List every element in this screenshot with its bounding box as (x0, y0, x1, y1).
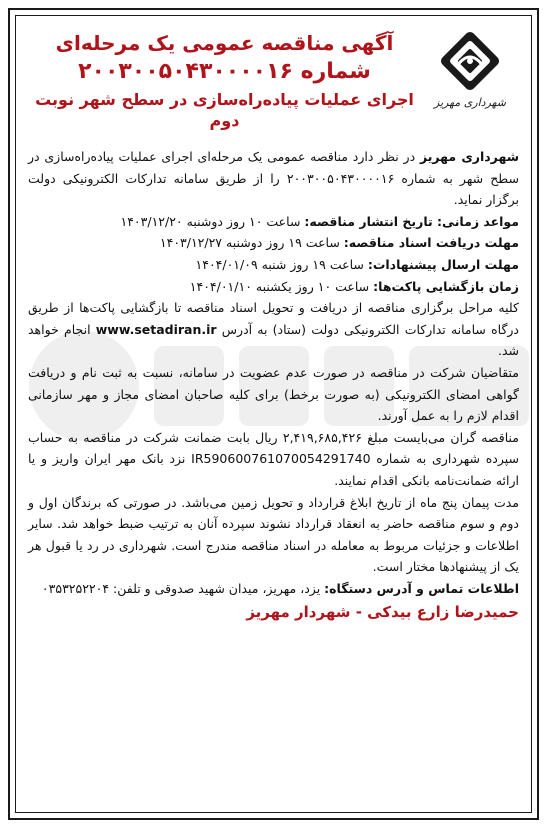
ad-title: آگهی مناقصه عمومی یک مرحله‌ای (55, 31, 394, 55)
inner-frame (15, 15, 532, 813)
guarantee-paragraph (28, 427, 519, 492)
schedule-docs-deadline (28, 232, 519, 254)
schedule-submission-value: ساعت ۱۹ روز شنبه ۱۴۰۴/۰۱/۰۹ (195, 256, 368, 272)
tender-number: شماره ۲۰۰۳۰۰۵۰۴۳۰۰۰۰۱۶ (78, 59, 371, 84)
schedule-docs-label: مهلت دریافت اسناد مناقصه: (343, 235, 519, 251)
schedule-publish (28, 211, 519, 233)
process-text-2: انجام خواهد شد. (28, 321, 519, 359)
contact-address: یزد، مهریز، میدان شهید صدوقی و تلفن: (109, 580, 325, 596)
schedule-opening-value: ساعت ۱۰ روز یکشنبه ۱۴۰۴/۰۱/۱۰ (189, 278, 374, 294)
schedule-opening (28, 276, 519, 298)
schedule-opening-label: زمان بازگشایی پاکت‌ها: (373, 278, 519, 294)
schedule-publish-value: ساعت ۱۰ روز دوشنبه ۱۴۰۳/۱۲/۲۰ (120, 213, 305, 229)
schedule-submission-deadline (28, 254, 519, 276)
registration-paragraph: متقاضیان شرکت در مناقصه در صورت عدم عضویت در سامانه، نسبت به ثبت نام و دریافت گواهی امضای الکترونیکی (به صورت برخط) برای کلیه صاحبان امضای مجاز و مهر سازمانی اقدام لازم را به عمل آورند. (28, 364, 519, 424)
ad-body (28, 146, 519, 599)
contact-label: اطلاعات تماس و آدرس دستگاه: (324, 580, 519, 596)
municipality-logo (421, 26, 519, 109)
guarantee-text-2: نزد بانک مهر ایران واریز و یا ارائه ضمانت‌نامه بانکی اقدام نمایند. (28, 451, 519, 488)
setad-url-link[interactable]: www.setadiran.ir (95, 321, 217, 337)
contact-phone: ۰۳۵۳۲۵۲۲۰۴ (41, 580, 110, 596)
process-text-1: کلیه مراحل برگزاری مناقصه از دریافت و تحویل اسناد مناقصه تا بازگشایی پاکت‌ها از طریق درگاه سامانه تدارکات الکترونیکی دولت (ستاد) به آدرس (28, 300, 519, 337)
organization-name: شهرداری مهریز (419, 149, 519, 164)
intro-text: در نظر دارد مناقصه عمومی یک مرحله‌ای اجرای عملیات پیاده‌راه‌سازی در سطح شهر به شماره ۲۰۰۳۰۰۵۰۴۳۰۰۰۰۱۶ را از طریق سامانه تدارکات الکترونیکی دولت برگزار نماید. (28, 149, 519, 208)
ad-titles (28, 26, 421, 132)
schedule-publish-label: مواعد زمانی: تاریخ انتشار مناقصه: (304, 213, 519, 229)
guarantee-account-number: IR590600761070054291740 (191, 451, 371, 467)
ad-subtitle: اجرای عملیات پیاده‌راه‌سازی در سطح شهر نوبت دوم (35, 89, 414, 131)
schedule-docs-value: ساعت ۱۹ روز دوشنبه ۱۴۰۳/۱۲/۲۷ (159, 235, 344, 251)
process-paragraph (28, 297, 519, 362)
contract-paragraph: مدت پیمان پنج ماه از تاریخ ابلاغ قرارداد و تحویل زمین می‌باشد. در صورتی که برندگان اول و دوم و سوم مناقصه حاضر به انعقاد قرارداد نشوند سپرده آنان به ترتیب ضبط خواهد شد. سایر اطلاعات و جزئیات مربوط به معامله در اسناد مناقصه مندرج است. شهرداری در رد یا قبول هر یک از پیشنهادها مختار است. (28, 494, 519, 575)
logo-caption: شهرداری مهریز (434, 96, 506, 109)
contact-paragraph (28, 578, 519, 600)
intro-paragraph (28, 146, 519, 211)
schedule-submission-label: مهلت ارسال پیشنهادات: (367, 256, 519, 272)
guarantee-text-1: مناقصه گران می‌بایست مبلغ ۲,۴۱۹,۶۸۵,۴۲۶ ریال بابت ضمانت شرکت در مناقصه به حساب سپرده شهرداری به شماره (28, 429, 520, 467)
outer-frame (8, 8, 539, 820)
signature: حمیدرضا زارع بیدکی - شهردار مهریز (246, 603, 519, 622)
mehriz-emblem-icon (437, 28, 503, 94)
ad-header (28, 26, 519, 146)
